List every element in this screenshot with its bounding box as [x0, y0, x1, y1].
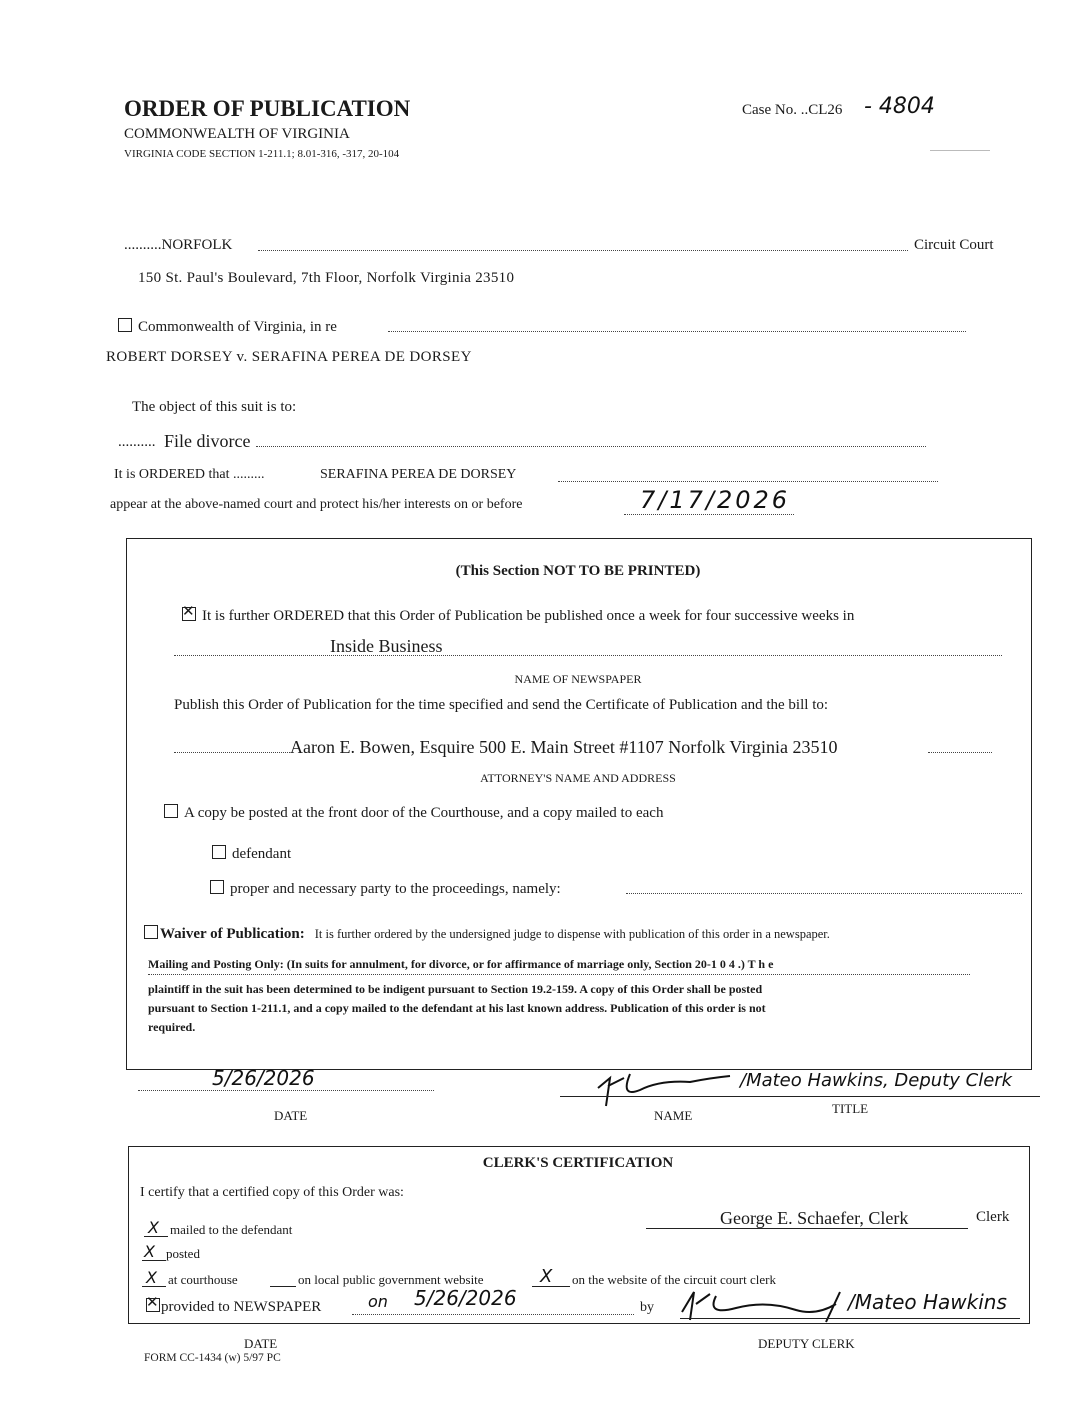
posted-mark: X	[144, 1242, 155, 1261]
proper-party-option[interactable]	[210, 880, 561, 898]
court-address: 150 St. Paul's Boulevard, 7th Floor, Norfolk Virginia 23510	[138, 270, 515, 286]
signature-name-caption: NAME	[654, 1108, 693, 1123]
provided-checkbox[interactable]	[146, 1298, 160, 1312]
proper-party-label: proper and necessary party to the proceedings, namely:	[230, 881, 561, 897]
newspaper-caption: NAME OF NEWSPAPER	[514, 672, 642, 686]
clerk-cert-date-caption: DATE	[244, 1336, 278, 1351]
posted-option[interactable]	[164, 804, 663, 822]
ordered-dots	[558, 481, 938, 482]
posted-text: A copy be posted at the front door of the Courthouse, and a copy mailed to each	[184, 805, 664, 821]
mailing-dots	[148, 974, 970, 975]
attorney-info: Aaron E. Bowen, Esquire 500 E. Main Street #1107 Norfolk Virginia 23510	[290, 737, 838, 757]
stray-mark	[930, 150, 990, 151]
case-number-handwritten: - 4804	[864, 94, 935, 119]
provided-by: by	[640, 1300, 654, 1315]
attorney-caption: ATTORNEY'S NAME AND ADDRESS	[480, 771, 676, 785]
object-label: The object of this suit is to:	[132, 399, 297, 415]
courthouse-mark: X	[146, 1268, 157, 1287]
code-reference: VIRGINIA CODE SECTION 1-211.1; 8.01-316, -317, 20-104	[124, 148, 400, 160]
signature-name-handwritten: /Mateo Hawkins, Deputy Clerk	[740, 1070, 1013, 1091]
local-website-line	[270, 1286, 296, 1287]
mailed-mark: X	[148, 1218, 159, 1237]
mailing-line-3: pursuant to Section 1-211.1, and a copy mailed to the defendant at his last known address. Publication of this order is not	[148, 1001, 766, 1015]
case-number-label: Case No. ..CL26	[742, 102, 843, 118]
mailing-line-4: required.	[148, 1020, 196, 1034]
publish-option[interactable]	[182, 607, 854, 625]
object-dots	[256, 446, 926, 447]
mailed-label: mailed to the defendant	[170, 1222, 293, 1237]
court-type: Circuit Court	[914, 237, 994, 253]
clerk-name: George E. Schaefer, Clerk	[720, 1208, 909, 1228]
object-value: File divorce	[164, 431, 251, 451]
publish-text: It is further ORDERED that this Order of Publication be published once a week for four successive weeks in	[202, 608, 855, 624]
appear-date-line	[624, 514, 794, 515]
clerk-suffix: Clerk	[976, 1209, 1010, 1225]
deputy-line	[680, 1318, 1020, 1319]
signature-date-line	[138, 1090, 434, 1091]
commonwealth-label: Commonwealth of Virginia, in re	[138, 319, 337, 335]
document-title: ORDER OF PUBLICATION	[124, 96, 411, 121]
newspaper-name: Inside Business	[330, 636, 443, 656]
waiver-option[interactable]	[144, 925, 830, 943]
certify-text: I certify that a certified copy of this Order was:	[140, 1185, 404, 1200]
commonwealth-option[interactable]	[118, 318, 337, 336]
court-website-mark: X	[540, 1266, 553, 1287]
court-website-label: on the website of the circuit court clerk	[572, 1272, 776, 1287]
case-caption: ROBERT DORSEY v. SERAFINA PEREA DE DORSEY	[106, 349, 472, 365]
commonwealth-checkbox[interactable]	[118, 318, 132, 332]
provided-dots	[352, 1314, 634, 1315]
signature-date-caption: DATE	[274, 1108, 308, 1123]
waiver-checkbox[interactable]	[144, 925, 158, 939]
signature-name-line	[560, 1096, 1040, 1097]
court-website-line	[532, 1286, 570, 1287]
mailed-line	[144, 1236, 168, 1237]
waiver-label: Waiver of Publication:	[160, 926, 305, 942]
ordered-prefix: It is ORDERED that .........	[114, 467, 265, 482]
object-prefix: ..........	[118, 434, 156, 450]
send-text: Publish this Order of Publication for the time specified and send the Certificate of Publication and the bill to:	[174, 697, 829, 713]
defendant-option[interactable]	[212, 845, 291, 863]
signature-title-caption: TITLE	[832, 1101, 869, 1116]
proper-party-dots	[626, 893, 1022, 894]
local-website-label: on local public government website	[298, 1272, 484, 1287]
posted-label: posted	[166, 1246, 200, 1261]
court-name: ..........NORFOLK	[124, 237, 233, 253]
form-number: FORM CC-1434 (w) 5/97 PC	[144, 1352, 281, 1364]
posted-line	[142, 1260, 166, 1261]
posted-checkbox[interactable]	[164, 804, 178, 818]
attorney-dots-left	[174, 752, 290, 753]
ordered-party: SERAFINA PEREA DE DORSEY	[320, 467, 517, 482]
provided-date-handwritten: 5/26/2026	[414, 1286, 517, 1310]
court-dots	[258, 250, 908, 251]
courthouse-label: at courthouse	[168, 1272, 238, 1287]
commonwealth-dots	[388, 331, 966, 332]
provided-on-handwritten: on	[368, 1292, 388, 1311]
clerk-cert-heading: CLERK'S CERTIFICATION	[482, 1155, 674, 1171]
judge-signature	[590, 1068, 740, 1112]
publish-checkbox[interactable]	[182, 607, 196, 621]
not-printed-heading: (This Section NOT TO BE PRINTED)	[455, 563, 701, 579]
newspaper-dots	[174, 655, 1002, 656]
appear-date-handwritten: 7/17/2026	[640, 486, 791, 514]
defendant-label: defendant	[232, 846, 292, 862]
waiver-text: It is further ordered by the undersigned judge to dispense with publication of this order in a newspaper.	[314, 927, 830, 941]
mailing-line-1: Mailing and Posting Only: (In suits for annulment, for divorce, or for affirmance of marriage only, Section 20-1 0 4 .) T h e	[148, 957, 774, 971]
deputy-clerk-caption: DEPUTY CLERK	[758, 1336, 855, 1351]
provided-label: provided to NEWSPAPER	[161, 1299, 322, 1315]
courthouse-line	[142, 1286, 166, 1287]
clerk-name-line	[646, 1228, 968, 1229]
attorney-dots-right	[928, 752, 992, 753]
defendant-checkbox[interactable]	[212, 845, 226, 859]
commonwealth-heading: COMMONWEALTH OF VIRGINIA	[124, 126, 350, 142]
signature-date-handwritten: 5/26/2026	[212, 1066, 315, 1090]
deputy-signature	[676, 1286, 856, 1326]
provided-option[interactable]	[146, 1298, 321, 1316]
deputy-name-handwritten: /Mateo Hawkins	[848, 1290, 1007, 1314]
proper-party-checkbox[interactable]	[210, 880, 224, 894]
appear-text: appear at the above-named court and protect his/her interests on or before	[110, 497, 523, 512]
mailing-line-2: plaintiff in the suit has been determined to be indigent pursuant to Section 19.2-159. A copy of this Order shall be posted	[148, 982, 763, 996]
